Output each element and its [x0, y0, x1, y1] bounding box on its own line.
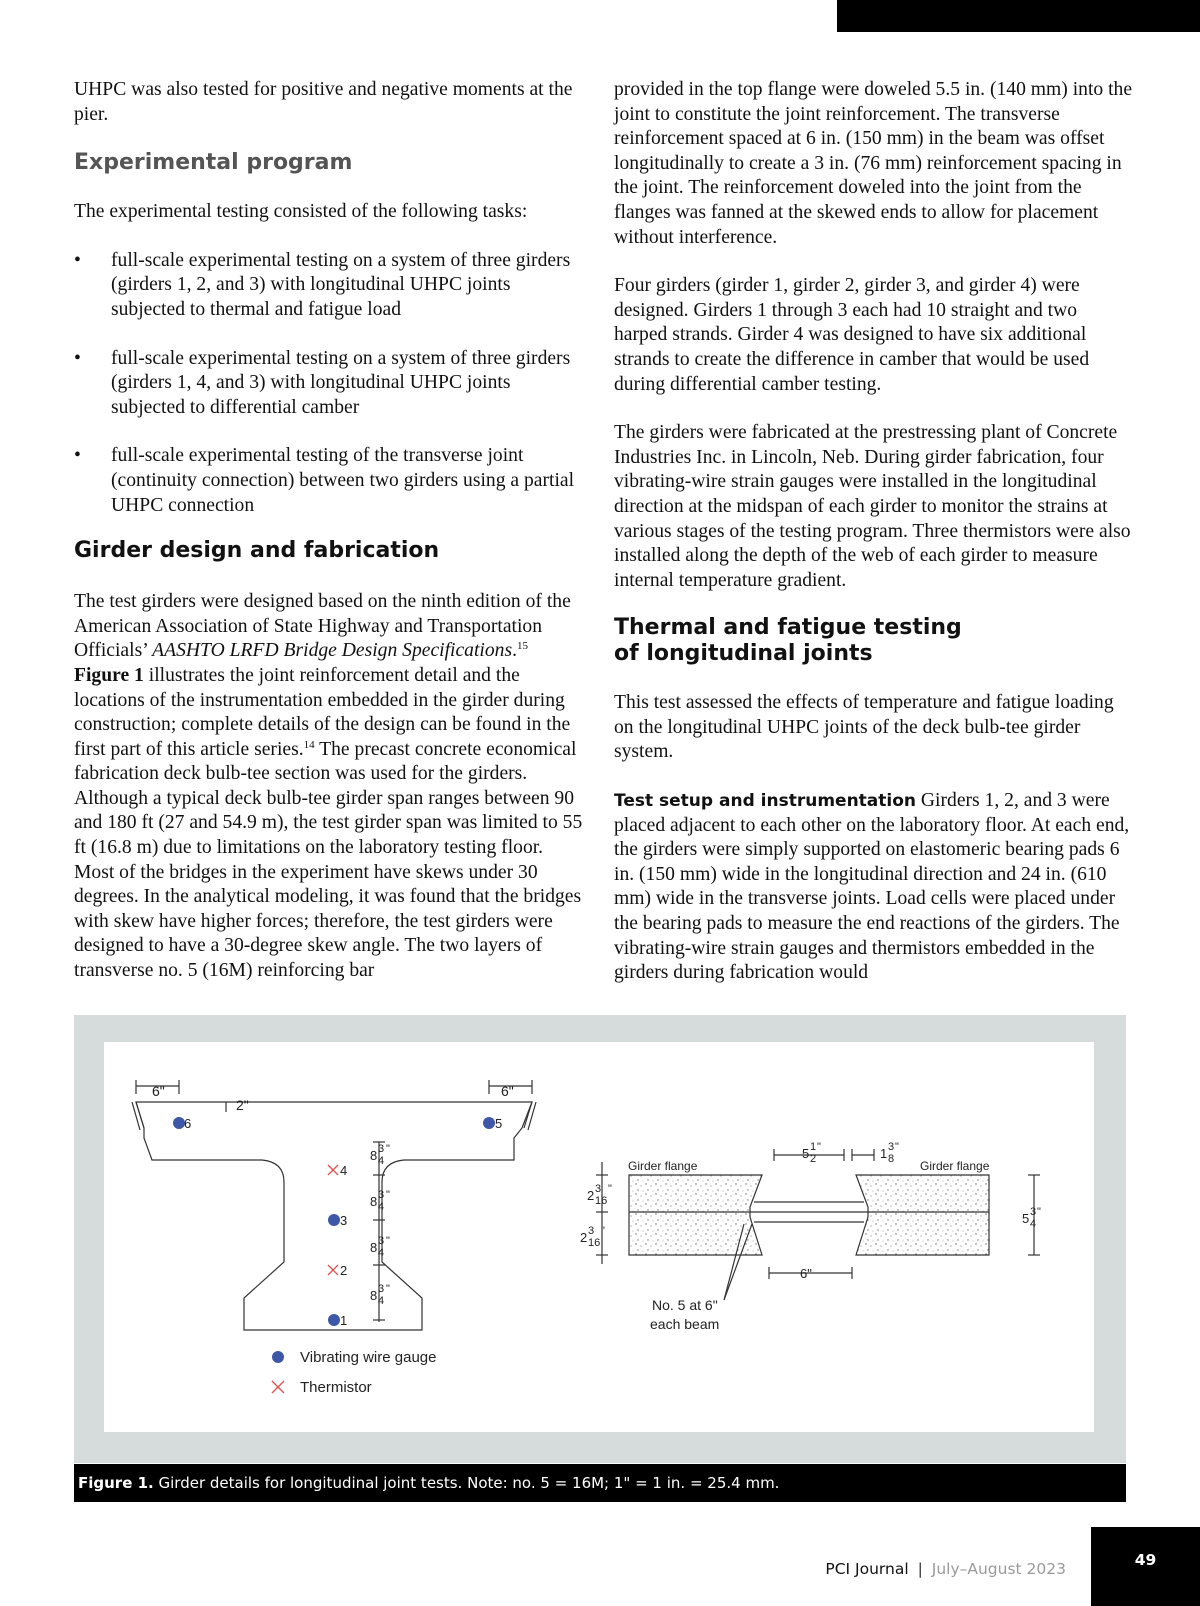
- thermistor-4: [328, 1165, 338, 1175]
- bullet: •: [74, 249, 81, 271]
- fabrication-paragraph: The girders were fabricated at the prestressing plant of Concrete Industries Inc. in Lincoln, Neb. During girder fabrication, four vibrating-wire strain gauges were installed in the longitudinal direction at the midspan of each girder to monitor the strains at various stages of the testing program. Three thermistors were also installed along the depth of the web of each girder to measure internal temperature gradient.: [614, 422, 1131, 591]
- flange-label-right: Girder flange: [920, 1159, 990, 1173]
- svg-text:": ": [817, 1141, 821, 1153]
- svg-text:8: 8: [370, 1148, 378, 1163]
- spacing-label: [370, 1235, 390, 1259]
- svg-text:1: 1: [880, 1146, 888, 1161]
- svg-text:3: 3: [378, 1189, 385, 1201]
- test-setup-paragraph: Test setup and instrumentation Girders 1, 2, and 3 were placed adjacent to each other on the laboratory floor. At each end, the girders were simply supported on elastomeric bearing pads 6 in. (150 mm) wide in the longitudinal direction and 24 in. (610 mm) wide in the transverse joints. Load cells were placed under the bearing pads to measure the end reactions of the girders. The vibrating-wire strain gauges and thermistors embedded in the girders during fabrication would: [614, 790, 1130, 984]
- svg-text:3: 3: [1030, 1206, 1037, 1218]
- dim-6-right: 6": [501, 1083, 514, 1099]
- svg-text:2: 2: [580, 1230, 588, 1245]
- svg-text:3: 3: [378, 1235, 385, 1247]
- journal-footer: [825, 1560, 1066, 1578]
- svg-text:4: 4: [1030, 1218, 1037, 1230]
- dim-1-3-8: [880, 1141, 899, 1165]
- experimental-paragraph: The experimental testing consisted of the following tasks:: [74, 201, 528, 223]
- svg-text:": ": [386, 1235, 390, 1247]
- vibrating-wire-gauge-1: [328, 1314, 340, 1326]
- dim-2-3-16-top: [587, 1183, 612, 1207]
- journal-name: PCI Journal: [825, 1560, 909, 1578]
- thermistor-2: [328, 1265, 338, 1275]
- gauge-label-5: 5: [495, 1116, 503, 1131]
- spacing-label: [370, 1283, 390, 1307]
- svg-text:16: 16: [595, 1195, 608, 1207]
- issue-date: July–August 2023: [931, 1560, 1066, 1578]
- svg-text:": ": [386, 1189, 390, 1201]
- gauge-label-6: 6: [184, 1116, 192, 1131]
- thermal-fatigue-heading: Thermal and fatigue testing of longitudinal joints: [614, 615, 962, 667]
- dim-5-1-2: [802, 1141, 821, 1165]
- svg-text:8: 8: [370, 1194, 378, 1209]
- header-bar: [837, 0, 1200, 32]
- svg-text:8: 8: [370, 1288, 378, 1303]
- svg-text:8: 8: [370, 1240, 378, 1255]
- list-item: • full-scale experimental testing on a system of three girders (girders 1, 2, and 3) with longitudinal UHPC joints subjected to thermal and fatigue load: [74, 249, 571, 320]
- figure-caption: Figure 1. Girder details for longitudinal joint tests. Note: no. 5 = 16M; 1" = 1 in. = 25.4 mm.: [74, 1464, 1126, 1502]
- girder-detail-drawing: [104, 1042, 1094, 1432]
- dim-2: 2": [236, 1097, 249, 1113]
- bullet: •: [74, 347, 81, 369]
- svg-text:3: 3: [588, 1225, 595, 1237]
- list-item: • full-scale experimental testing of the transverse joint (continuity connection) between two girders using a partial UHPC connection: [74, 445, 575, 516]
- vibrating-wire-gauge-5: [483, 1117, 495, 1129]
- svg-text:": ": [386, 1283, 390, 1295]
- svg-text:5: 5: [1022, 1211, 1030, 1226]
- dim-6-joint: 6": [800, 1266, 812, 1281]
- svg-text:": ": [386, 1143, 390, 1155]
- joint-reinforcement-paragraph: provided in the top flange were doweled 5.5 in. (140 mm) into the joint to constitute the joint reinforcement. The transverse reinforcement spaced at 6 in. (150 mm) in the beam was offset longitudinally to create a 3 in. (76 mm) reinforcement spacing in the joint. The reinforcement doweled into the joint from the flanges was fanned at the skewed ends to allow for placement without interference.: [614, 79, 1133, 248]
- svg-text:4: 4: [378, 1155, 385, 1167]
- svg-text:3: 3: [378, 1143, 385, 1155]
- bar-label-line2: each beam: [650, 1316, 720, 1332]
- figure-1-link[interactable]: Figure 1: [74, 664, 144, 686]
- gauge-label-2: 2: [340, 1263, 348, 1278]
- svg-text:4: 4: [378, 1247, 385, 1259]
- legend-thermistor-icon: [272, 1381, 284, 1393]
- dim-5-3-4: [1022, 1206, 1041, 1230]
- svg-text:3: 3: [595, 1183, 602, 1195]
- girder-design-paragraph: The test girders were designed based on the ninth edition of the American Association of State Highway and Transportation Officials’ AASHTO LRFD Bridge Design Specifications.$^{15}$ Figure 1 illustrates the joint reinforcement detail and the locations of the instrumentation embedded in the girder during construction; complete details of the design can be found in the first part of this article series.$^{14}$ The precast concrete economical fabrication deck bulb-tee section was used for the girders. Although a typical deck bulb-tee girder span ranges between 90 and 180 ft (27 and 54.9 m), the test girder span was limited to 55 ft (16.8 m) due to limitations on the laboratory testing floor. Most of the bridges in the experiment have skews under 30 degrees. In the analytical modeling, it was found that the bridges with skew have higher forces; therefore, the test girders were designed to have a 30-degree skew angle. The two layers of transverse no. 5 (16M) reinforcing bar: [74, 591, 583, 982]
- dim-6-left: 6": [152, 1083, 165, 1099]
- thermal-intro-paragraph: This test assessed the effects of temperature and fatigue loading on the longitudinal UHPC joints of the deck bulb-tee girder system.: [614, 692, 1114, 763]
- gauge-label-4: 4: [340, 1163, 348, 1178]
- legend-vibrating-wire: Vibrating wire gauge: [300, 1349, 437, 1366]
- svg-text:4: 4: [378, 1201, 385, 1213]
- gauge-label-3: 3: [340, 1213, 348, 1228]
- page-number: 49: [1091, 1527, 1200, 1606]
- girders-paragraph: Four girders (girder 1, girder 2, girder 3, and girder 4) were designed. Girders 1 through 3 each had 10 straight and two harped strands. Girder 4 was designed to have six additional strands to create the difference in camber that would be used during differential camber testing.: [614, 275, 1090, 395]
- svg-text:2: 2: [810, 1153, 817, 1165]
- svg-text:5: 5: [802, 1146, 810, 1161]
- spacing-label: [370, 1189, 390, 1213]
- svg-text:8: 8: [888, 1153, 895, 1165]
- svg-text:1: 1: [810, 1141, 817, 1153]
- figure-1: [74, 1015, 1126, 1463]
- intro-paragraph: UHPC was also tested for positive and negative moments at the pier.: [74, 79, 573, 125]
- list-item: • full-scale experimental testing on a system of three girders (girders 1, 4, and 3) with longitudinal UHPC joints subjected to differential camber: [74, 347, 571, 418]
- girder-cross-section: [132, 1080, 536, 1330]
- task-list: [74, 249, 586, 518]
- svg-text:": ": [601, 1225, 605, 1237]
- vibrating-wire-gauge-3: [328, 1214, 340, 1226]
- experimental-program-heading: Experimental program: [74, 150, 353, 176]
- bullet: •: [74, 445, 81, 467]
- svg-text:4: 4: [378, 1295, 385, 1307]
- svg-text:": ": [1037, 1206, 1041, 1218]
- girder-design-heading: Girder design and fabrication: [74, 538, 440, 564]
- legend-vw-icon: [272, 1351, 284, 1363]
- svg-text:16: 16: [588, 1237, 601, 1249]
- dim-2-3-16-bottom: [580, 1225, 605, 1249]
- flange-label-left: Girder flange: [628, 1159, 698, 1173]
- gauge-label-1: 1: [340, 1313, 348, 1328]
- bar-label-line1: No. 5 at 6": [652, 1297, 718, 1313]
- spacing-label: [370, 1143, 390, 1167]
- svg-text:": ": [895, 1141, 899, 1153]
- svg-text:3: 3: [888, 1141, 895, 1153]
- right-column: [614, 78, 1134, 986]
- footer-separator: |: [917, 1560, 923, 1578]
- svg-text:3: 3: [378, 1283, 385, 1295]
- figure-panel: [104, 1042, 1094, 1432]
- legend-thermistor: Thermistor: [300, 1379, 372, 1396]
- left-column: [74, 78, 586, 984]
- svg-text:2: 2: [587, 1188, 595, 1203]
- svg-text:": ": [608, 1183, 612, 1195]
